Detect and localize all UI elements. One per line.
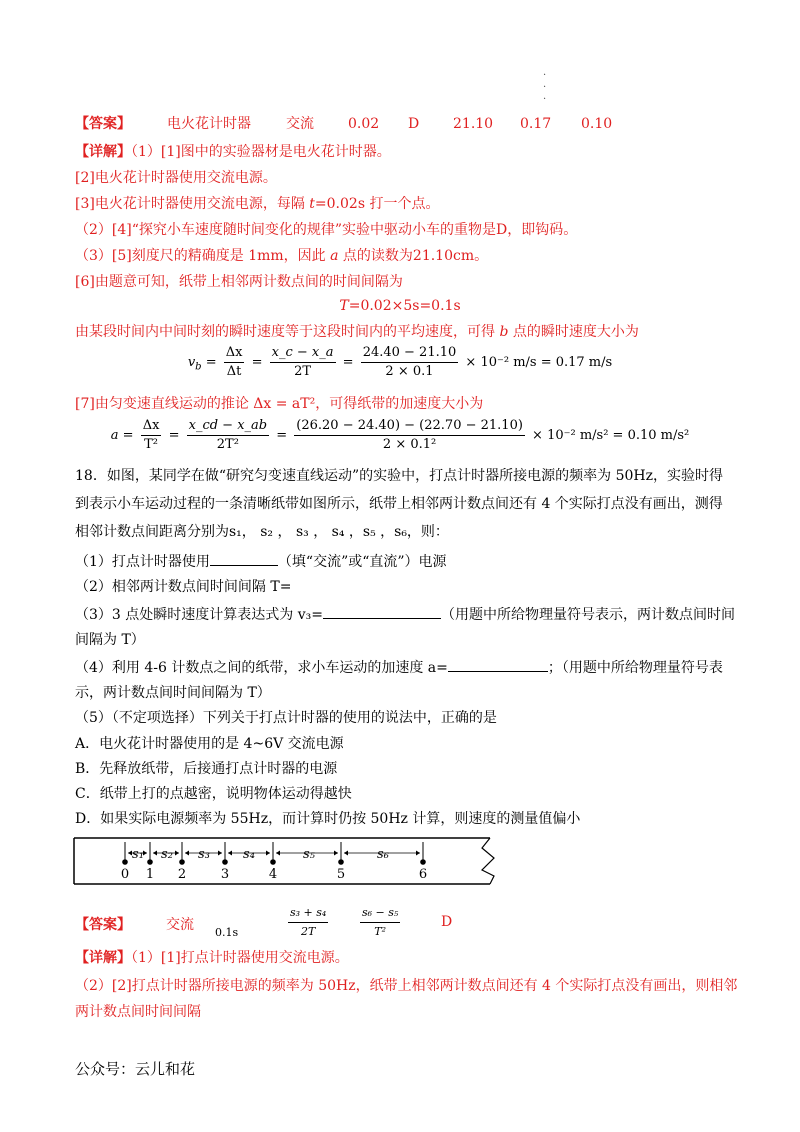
- segment-arrowhead-right-5: [334, 851, 338, 856]
- detail-2-line-1: 【详解】（1）[1]打点计时器使用交流电源。: [75, 950, 349, 966]
- segment-label-s6: s₆: [377, 847, 389, 862]
- detail-line-7: 由某段时间内中间时刻的瞬时速度等于这段时间内的平均速度，可得 b 点的瞬时速度大小为: [75, 324, 639, 340]
- question-18-part-4-cont: 示，两计数点间时间间隔为 T）: [75, 685, 271, 701]
- tape-dot-5: [338, 859, 344, 865]
- segment-arrowhead-left-2: [153, 851, 157, 856]
- segment-label-s1: s₁: [132, 847, 144, 862]
- segment-arrowhead-right-2: [175, 851, 179, 856]
- question-18-part-5: （5）（不定项选择）下列关于打点计时器的使用的说法中，正确的是: [75, 710, 497, 726]
- detail-line-1: 【详解】（1）[1]图中的实验器材是电火花计时器。: [75, 144, 391, 160]
- answer-item-4: D: [408, 116, 420, 132]
- detail-line-6: [6]由题意可知，纸带上相邻两计数点间的时间间隔为: [75, 274, 403, 290]
- detail-2-line-3: 两计数点间时间间隔: [75, 1004, 201, 1020]
- answer-tag: 【答案】: [75, 917, 131, 933]
- point-label-5: 5: [336, 867, 346, 882]
- question-18-line-2: 到表示小车运动过程的一条清晰纸带如图所示，纸带上相邻两计数点间还有 4 个实际打点没有画出，测得: [75, 496, 723, 512]
- segment-arrowhead-left-4: [228, 851, 232, 856]
- paper-tape-figure: [70, 836, 510, 892]
- answer-blank[interactable]: [448, 657, 548, 672]
- segment-label-s4: s₄: [243, 847, 255, 862]
- segment-label-s2: s₂: [161, 847, 173, 862]
- answer-item-7: 0.10: [581, 116, 613, 132]
- point-label-0: 0: [120, 867, 130, 882]
- point-label-2: 2: [177, 867, 187, 882]
- segment-arrowhead-left-6: [344, 851, 348, 856]
- footer-account: 公众号：云儿和花: [75, 1060, 196, 1078]
- answer-blank[interactable]: [210, 551, 278, 566]
- detail-line-5: （3）[5]刻度尺的精确度是 1mm，因此 a 点的读数为21.10cm。: [75, 248, 489, 264]
- answer-item-3: 0.02: [348, 116, 380, 132]
- point-label-6: 6: [418, 867, 428, 882]
- option-c: C．纸带上打的点越密，说明物体运动得越快: [75, 786, 352, 802]
- segment-arrowhead-right-6: [416, 851, 420, 856]
- tape-dot-3: [222, 859, 228, 865]
- detail-line-3: [3]电火花计时器使用交流电源，每隔 t=0.02s 打一个点。: [75, 196, 440, 212]
- point-label-3: 3: [220, 867, 230, 882]
- equation-acceleration: a = $\frac{\Delta x}{\text{T²}}$ = $\frac{x\_cd - x\_ab}{\text{2T²}}$ = $\frac{(26.20 - 24.40) - (22.70 - 21.10)}{\text{2 × 0.1²}}$ × 10⁻² m/s² = 0.10 m/s²: [110, 418, 690, 452]
- point-label-4: 4: [268, 867, 278, 882]
- detail-line-8: [7]由匀变速直线运动的推论 Δx = aT²，可得纸带的加速度大小为: [75, 396, 484, 412]
- option-a: A．电火花计时器使用的是 4~6V 交流电源: [75, 736, 344, 752]
- corner-dots: · · ·: [543, 70, 547, 105]
- segment-label-s3: s₃: [198, 847, 210, 862]
- answer-item-1: 电火花计时器: [167, 116, 251, 132]
- answer-item-6: 0.17: [520, 116, 552, 132]
- segment-arrowhead-right-4: [266, 851, 270, 856]
- tape-dot-4: [270, 859, 276, 865]
- question-18-part-3-cont: 间隔为 T）: [75, 632, 145, 648]
- answer-item-5: 21.10: [453, 116, 494, 132]
- answer-blank[interactable]: [323, 604, 441, 619]
- tape-dot-0: [122, 859, 128, 865]
- question-18-line-1: 18．如图，某同学在做“研究匀变速直线运动”的实验中，打点计时器所接电源的频率为 50Hz，实验时得: [75, 468, 723, 484]
- tape-dot-1: [147, 859, 153, 865]
- detail-line-4: （2）[4]“探究小车速度随时间变化的规律”实验中驱动小车的重物是D，即钩码。: [75, 222, 578, 238]
- segment-arrowhead-left-3: [185, 851, 189, 856]
- equation-velocity: $v_b$ = $\frac{\Delta x}{\Delta t}$ = $\frac{x\_c - x\_a}{2T}$ = $\frac{24.40 - 21.10}{2 \times 0.1}$ × 10⁻² m/s = 0.17 m/s: [187, 345, 613, 379]
- option-d: D．如果实际电源频率为 55Hz，而计算时仍按 50Hz 计算，则速度的测量值偏小: [75, 811, 581, 827]
- answer-row-2: [75, 908, 475, 938]
- question-18-part-4: （4）利用 4-6 计数点之间的纸带，求小车运动的加速度 a= ；（用题中所给物理量符号表: [75, 657, 723, 678]
- tape-dot-2: [179, 859, 185, 865]
- point-label-1: 1: [145, 867, 155, 882]
- segment-arrowhead-right-3: [218, 851, 222, 856]
- detail-line-2: [2]电火花计时器使用交流电源。: [75, 170, 277, 186]
- detail-2-line-2: （2）[2]打点计时器所接电源的频率为 50Hz，纸带上相邻两计数点间还有 4 个实际打点没有画出，则相邻: [75, 978, 738, 994]
- detail-tag: 【详解】: [75, 144, 131, 160]
- question-18-part-2: （2）相邻两计数点间时间间隔 T=: [75, 579, 292, 595]
- equation-period: T=0.02×5s=0.1s: [339, 298, 461, 314]
- option-b: B．先释放纸带，后接通打点计时器的电源: [75, 761, 338, 777]
- answer-2-item-4: $\frac{\text{s₆ − s₅}}{\text{T²}}$: [362, 906, 399, 938]
- answer-tag: 【答案】: [75, 116, 131, 132]
- question-18-part-1: （1）打点计时器使用 （填“交流”或“直流”）电源: [75, 551, 447, 572]
- segment-label-s5: s₅: [303, 847, 315, 862]
- answer-item-2: 交流: [286, 116, 314, 132]
- question-18-line-3: 相邻计数点间距离分别为s₁， s₂ ， s₃ ， s₄ ，s₅ ，s₆，则：: [75, 524, 449, 540]
- answer-2-item-1: 交流: [166, 917, 194, 933]
- tape-dot-6: [420, 859, 426, 865]
- answer-2-item-5: D: [441, 914, 453, 930]
- question-18-part-3: （3）3 点处瞬时速度计算表达式为 v₃= （用题中所给物理量符号表示，两计数点间时间: [75, 604, 735, 625]
- segment-arrowhead-left-5: [276, 851, 280, 856]
- answer-2-item-3: $\frac{\text{s₃ + s₄}}{2T}$: [290, 906, 327, 938]
- answer-2-item-2: 0.1s: [215, 926, 239, 939]
- detail-tag: 【详解】: [75, 950, 131, 966]
- answer-row-1: [75, 114, 613, 134]
